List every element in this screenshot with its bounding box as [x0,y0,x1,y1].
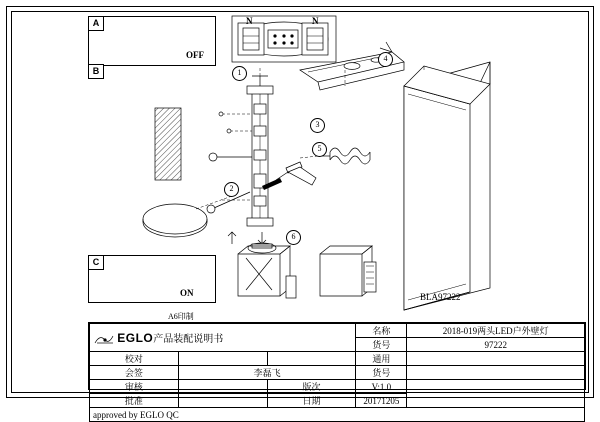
right-row-0-label: 名称 [356,324,407,338]
right-row-1-label: 货号 [356,338,407,352]
row-1-value: 李磊飞 [178,366,356,380]
approved-by: approved by EGLO QC [90,408,585,422]
sheet-code-label: BLA97222 [420,292,461,302]
wall-bracket [155,108,181,180]
callout-2: 2 [224,182,239,197]
panel-a-label: OFF [186,50,204,60]
panel-b-tag: B [88,64,104,79]
callout-4: 4 [378,52,393,67]
right-row-1-value: 97222 [407,338,585,352]
row-2-label: 审核 [90,380,179,394]
mid-row-0-label: 版次 [267,380,356,394]
sheet-size-label: A6印制 [168,312,194,321]
right-row-2-label: 通用 [356,352,407,366]
right-row-3-label: 货号 [356,366,407,380]
panel-a-tag: A [89,17,104,31]
row-0-label: 校对 [90,352,179,366]
mid-spacer-0 [267,352,356,366]
row-0-value [178,352,267,366]
row-2-value [178,380,267,394]
callout-3: 3 [310,118,325,133]
panel-c [88,255,216,303]
right-row-3-value [407,366,585,380]
small-assembly-views [238,246,376,298]
brand-name: EGLO [117,330,154,345]
mid-row-1-value: 20171205 [356,394,407,408]
row-3-value [178,394,267,408]
right-row-0-value: 2018-019两头LED户外壁灯 [407,324,585,338]
row-3-label: 批准 [90,394,179,408]
bottom-parts [228,232,276,253]
screwdriver [262,162,316,190]
callout-5: 5 [312,142,327,157]
product-3d-view [404,62,490,310]
terminal-mark-right: N [312,16,319,26]
right-row-2-value [407,352,585,366]
panel-c-tag: C [89,256,104,270]
title-empty-cell [407,380,585,408]
terminal-mark-left: N [246,16,253,26]
eglo-emblem-icon [93,333,115,345]
row-1-label: 会签 [90,366,179,380]
panel-c-label: ON [180,288,194,298]
mid-row-1-label: 日期 [267,394,356,408]
title-block [88,322,586,420]
callout-6: 6 [286,230,301,245]
doc-title: 产品装配说明书 [153,333,224,345]
mid-row-0-value: V:1.0 [356,380,407,394]
brand-logo-cell [90,324,356,352]
callout-1: 1 [232,66,247,81]
